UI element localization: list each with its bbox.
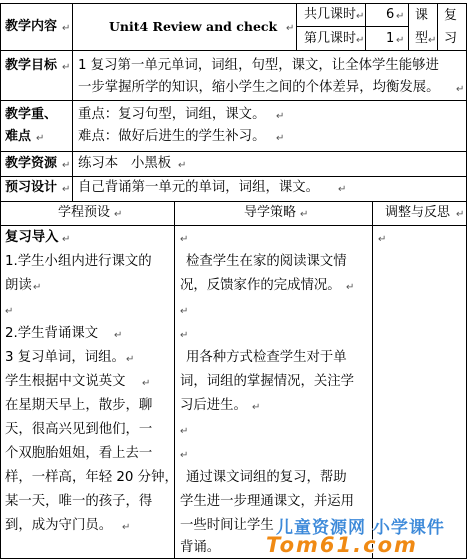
cell-end-mark: ↵ xyxy=(456,209,465,220)
cell-end-mark: ↵ xyxy=(5,306,14,317)
watermark-text-domain: Tom61.com xyxy=(266,533,418,557)
rule-label-col xyxy=(72,3,73,201)
cell-end-mark: ↵ xyxy=(378,234,387,245)
column-heading-reflection: 调整与反思 xyxy=(385,205,451,220)
lesson-type-label-2: 型 xyxy=(415,31,429,46)
cell-end-mark: ↵ xyxy=(356,35,365,46)
left-line-vocab-4: 样，一样高，年轻 20 分钟， xyxy=(5,470,178,485)
total-hours-value: 6 xyxy=(386,7,395,22)
mid-line-check-vocab-3: 习后进生。 xyxy=(180,398,247,413)
lesson-title: Unit4 Review and check xyxy=(109,19,278,34)
left-line-review-intro: 复习导入 xyxy=(5,230,59,245)
cell-end-mark: ↵ xyxy=(33,282,42,293)
cell-end-mark: ↵ xyxy=(62,62,71,73)
cell-end-mark: ↵ xyxy=(180,426,189,437)
cell-end-mark: ↵ xyxy=(346,282,355,293)
cell-end-mark: ↵ xyxy=(62,184,71,195)
left-line-reading-cont: 朗读 xyxy=(5,278,32,293)
lesson-number-value: 1 xyxy=(386,31,395,46)
rule-col-2 xyxy=(372,201,373,558)
cell-end-mark: ↵ xyxy=(142,378,151,389)
left-line-chinese-to-english: 学生根据中文说英文 xyxy=(5,374,126,389)
cell-end-mark: ↵ xyxy=(396,11,405,22)
left-line-vocab-5: 某一天，唯一的孩子，得 xyxy=(5,494,153,509)
lesson-type-value-1: 复 xyxy=(444,8,458,23)
left-line-review-words: 3 复习单词，词组。 xyxy=(5,350,125,365)
cell-end-mark: ↵ xyxy=(114,330,123,341)
rule-bottom xyxy=(0,558,467,559)
keypoints-label-line-1: 教学重、 xyxy=(5,107,58,122)
lesson-number-label: 第几课时 xyxy=(304,31,357,46)
rule-resources-bottom xyxy=(0,176,467,177)
cell-end-mark: ↵ xyxy=(180,306,189,317)
left-line-vocab-3: 个双胞胎姐姐，看上去一 xyxy=(5,446,153,461)
cell-end-mark: ↵ xyxy=(178,160,187,171)
mid-line-review-text-1: 通过课文词组的复习，帮助 xyxy=(186,470,347,485)
prep-value: 自己背诵第一单元的单词，词组，课文。 xyxy=(78,180,320,195)
rule-prep-bottom xyxy=(0,201,467,202)
rule-col-1 xyxy=(174,201,175,558)
keypoints-label-line-2: 难点 xyxy=(5,129,32,144)
prep-label: 预习设计 xyxy=(5,180,58,195)
lesson-type-value-2: 习 xyxy=(444,31,458,46)
goals-label: 教学目标 xyxy=(5,58,58,73)
goals-text-line-2: 一步掌握所学的知识，缩小学生之间的个体差异，均衡发展。 xyxy=(78,80,440,95)
rule-header-d xyxy=(437,3,438,50)
rule-left xyxy=(0,3,1,559)
cell-end-mark: ↵ xyxy=(252,402,261,413)
mid-line-check-vocab-2: 词，词组的掌握情况，关注学 xyxy=(180,374,355,389)
total-hours-label: 共几课时 xyxy=(304,7,357,22)
cell-end-mark: ↵ xyxy=(62,160,71,171)
left-line-vocab-2: 天，很高兴见到他们，一 xyxy=(5,422,153,437)
cell-end-mark: ↵ xyxy=(286,23,295,34)
cell-end-mark: ↵ xyxy=(300,209,309,220)
watermark-logo xyxy=(262,511,466,558)
rule-header-bottom xyxy=(0,50,467,51)
lesson-type-label-1: 课 xyxy=(415,8,429,23)
goals-text-line-1: 1 复习第一单元单词，词组，句型，课文，让全体学生能够进 xyxy=(78,58,439,73)
cell-end-mark: ↵ xyxy=(276,111,285,122)
cell-end-mark: ↵ xyxy=(338,184,347,195)
cell-end-mark: ↵ xyxy=(428,35,437,46)
cell-end-mark: ↵ xyxy=(396,35,405,46)
cell-end-mark: ↵ xyxy=(36,133,45,144)
cell-end-mark: ↵ xyxy=(456,84,465,95)
mid-line-review-text-3: 一些时间让学生 xyxy=(180,518,274,533)
watermark-text-chinese: 儿童资源网 小学课件 xyxy=(276,518,445,538)
content-label: 教学内容 xyxy=(5,19,58,34)
rule-goals-bottom xyxy=(0,100,467,101)
cell-end-mark: ↵ xyxy=(62,23,71,34)
left-line-group-reading: 1.学生小组内进行课文的 xyxy=(5,254,152,269)
cell-end-mark: ↵ xyxy=(122,522,131,533)
cell-end-mark: ↵ xyxy=(276,133,285,144)
mid-line-check-reading-1: 检查学生在家的阅读课文情 xyxy=(186,254,347,269)
cell-end-mark: ↵ xyxy=(114,209,123,220)
rule-colheads-bottom xyxy=(0,225,467,226)
cell-end-mark: ↵ xyxy=(180,450,189,461)
mid-line-review-text-2: 学生进一步理通课文，并运用 xyxy=(180,494,355,509)
rule-header-mid xyxy=(296,26,408,27)
cell-end-mark: ↵ xyxy=(356,11,365,22)
column-heading-guidance: 导学策略 xyxy=(244,205,297,220)
left-line-vocab-1: 在星期天早上，散步，聊 xyxy=(5,398,153,413)
mid-line-check-vocab-1: 用各种方式检查学生对于单 xyxy=(186,350,347,365)
cell-end-mark: ↵ xyxy=(126,354,135,365)
column-heading-student-plan: 学程预设 xyxy=(58,205,111,220)
cell-end-mark: ↵ xyxy=(62,234,71,245)
cell-end-mark: ↵ xyxy=(180,234,189,245)
cell-end-mark: ↵ xyxy=(180,330,189,341)
rule-top xyxy=(0,3,467,4)
keypoints-focus: 重点：复习句型，词组，课文。 xyxy=(78,107,266,122)
rule-header-c xyxy=(408,3,409,50)
rule-header-b xyxy=(365,3,366,50)
mid-line-review-text-4: 背诵。 xyxy=(180,540,221,555)
left-line-vocab-6: 到，成为守门员。 xyxy=(5,518,113,533)
rule-header-a xyxy=(296,3,297,50)
keypoints-difficulty: 难点：做好后进生的学生补习。 xyxy=(78,129,266,144)
rule-keypoints-bottom xyxy=(0,151,467,152)
left-line-recite: 2.学生背诵课文 xyxy=(5,326,99,341)
mid-line-check-reading-2: 况，反馈家作的完成情况。 xyxy=(180,278,341,293)
resources-label: 教学资源 xyxy=(5,156,58,171)
resources-value: 练习本 小黑板 xyxy=(78,156,172,171)
